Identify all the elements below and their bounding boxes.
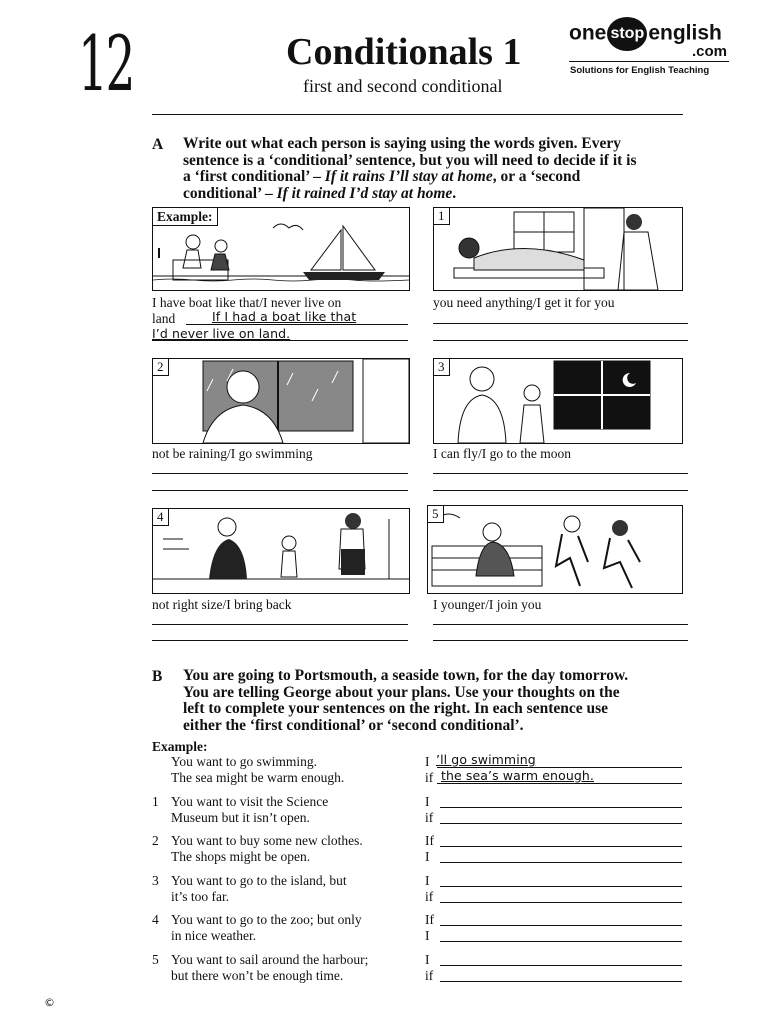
instruction-text: a ‘first conditional’ – <box>183 168 325 185</box>
answer-line <box>440 886 682 887</box>
section-b-example-label: Example: <box>152 739 208 754</box>
item-2-prompt: not be raining/I go swimming <box>152 446 313 461</box>
answer-line <box>437 783 682 784</box>
section-a-letter: A <box>152 136 164 153</box>
logo-english: english <box>648 21 722 45</box>
item-left-line-2: Museum but it isn’t open. <box>171 810 310 825</box>
answer-line <box>440 925 682 926</box>
item-right-word: If <box>425 912 434 927</box>
section-b-instructions <box>183 668 693 734</box>
item-3-prompt: I can fly/I go to the moon <box>433 446 571 461</box>
illustration-3 <box>433 358 683 444</box>
answer-line <box>433 490 688 491</box>
copyright-symbol: © <box>44 996 55 1009</box>
item-number: 1 <box>152 794 159 809</box>
logo-tagline: Solutions for English Teaching <box>570 65 710 76</box>
example-right-word: I <box>425 754 430 769</box>
illustration-4 <box>152 508 410 594</box>
answer-line <box>440 846 682 847</box>
item-number: 4 <box>152 912 159 927</box>
item-number: 5 <box>428 506 444 523</box>
first-conditional-example: If it rains I’ll stay at home <box>324 168 493 185</box>
illustration-2 <box>152 358 410 444</box>
example-prompt-line-2: land <box>152 311 176 326</box>
item-right-word: if <box>425 968 434 983</box>
example-left-line-1: You want to go swimming. <box>171 754 318 769</box>
example-left-line-2: The sea might be warm enough. <box>171 770 345 785</box>
item-5-prompt: I younger/I join you <box>433 597 542 612</box>
item-left-line-1: You want to sail around the harbour; <box>171 952 369 967</box>
page-subtitle: first and second conditional <box>303 76 503 96</box>
instruction-text: . <box>452 184 457 202</box>
answer-line <box>440 965 682 966</box>
logo-stop-badge: stop <box>607 17 647 51</box>
instruction-line: either the ‘first conditional’ or ‘second conditional’. <box>183 716 524 734</box>
logo-domain: .com <box>691 43 727 60</box>
item-right-word: if <box>425 810 434 825</box>
item-number: 2 <box>153 359 169 376</box>
item-1-prompt: you need anything/I get it for you <box>433 295 615 310</box>
illustration-5 <box>427 505 683 594</box>
answer-line <box>440 807 682 808</box>
example-illustration <box>152 207 410 291</box>
logo-one: one <box>569 21 607 45</box>
example-prompt-line-1: I have boat like that/I never live on <box>152 295 342 310</box>
item-right-word: I <box>425 952 430 967</box>
answer-line <box>433 323 688 324</box>
header-divider <box>152 114 683 115</box>
item-right-word: I <box>425 873 430 888</box>
answer-line <box>152 640 408 641</box>
item-right-word: I <box>425 849 430 864</box>
item-right-word: if <box>425 889 434 904</box>
example-answer-line <box>186 324 408 325</box>
instruction-line: You are going to Portsmouth, a seaside town, for the day tomorrow. <box>183 667 629 684</box>
answer-line <box>440 862 682 863</box>
answer-line <box>152 473 408 474</box>
item-number: 3 <box>434 359 450 376</box>
instruction-text: conditional’ – <box>183 184 277 202</box>
instruction-line <box>183 169 693 186</box>
example-answer-1: If I had a boat like that <box>212 309 357 324</box>
section-b-letter: B <box>152 668 163 685</box>
answer-line <box>433 640 688 641</box>
answer-line <box>152 624 408 625</box>
illustration-1 <box>433 207 683 291</box>
onestopenglish-logo <box>569 13 729 77</box>
item-left-line-2: but there won’t be enough time. <box>171 968 344 983</box>
item-left-line-2: The shops might be open. <box>171 849 311 864</box>
answer-line <box>433 624 688 625</box>
item-left-line-2: it’s too far. <box>171 889 230 904</box>
logo-divider <box>569 61 729 62</box>
answer-line <box>440 902 682 903</box>
item-number: 5 <box>152 952 159 967</box>
section-a-instructions <box>183 136 693 202</box>
example-right-word: if <box>425 770 434 785</box>
answer-line <box>440 823 682 824</box>
instruction-line: You are telling George about your plans. Use your thoughts on the <box>183 683 620 701</box>
item-left-line-1: You want to go to the zoo; but only <box>171 912 362 927</box>
second-conditional-example: If it rained I’d stay at home <box>276 184 453 202</box>
answer-line <box>440 981 682 982</box>
item-right-word: If <box>425 833 434 848</box>
item-4-prompt: not right size/I bring back <box>152 597 292 612</box>
item-right-word: I <box>425 794 430 809</box>
item-number: 2 <box>152 833 159 848</box>
example-answer-2: the sea’s warm enough. <box>441 768 594 783</box>
answer-line <box>433 340 688 341</box>
instruction-line: sentence is a ‘conditional’ sentence, but you will need to decide if it is <box>183 151 637 169</box>
item-number: 3 <box>152 873 159 888</box>
example-label: Example: <box>153 208 218 226</box>
page-title: Conditionals 1 <box>286 31 522 73</box>
item-left-line-1: You want to visit the Science <box>171 794 329 809</box>
unit-number: 12 <box>78 19 134 108</box>
item-left-line-1: You want to go to the island, but <box>171 873 347 888</box>
instruction-line: left to complete your sentences on the right. In each sentence use <box>183 700 609 717</box>
instruction-line <box>183 186 693 203</box>
example-answer-1: ’ll go swimming <box>436 752 536 767</box>
answer-line <box>440 941 682 942</box>
item-number: 1 <box>434 208 450 225</box>
instruction-line: Write out what each person is saying using the words given. Every <box>183 135 622 152</box>
answer-line <box>152 490 408 491</box>
item-left-line-2: in nice weather. <box>171 928 257 943</box>
answer-line <box>433 473 688 474</box>
item-right-word: I <box>425 928 430 943</box>
item-left-line-1: You want to buy some new clothes. <box>171 833 363 848</box>
example-answer-2: I’d never live on land. <box>152 326 291 341</box>
item-number: 4 <box>153 509 169 526</box>
instruction-text: , or a ‘second <box>492 168 581 185</box>
